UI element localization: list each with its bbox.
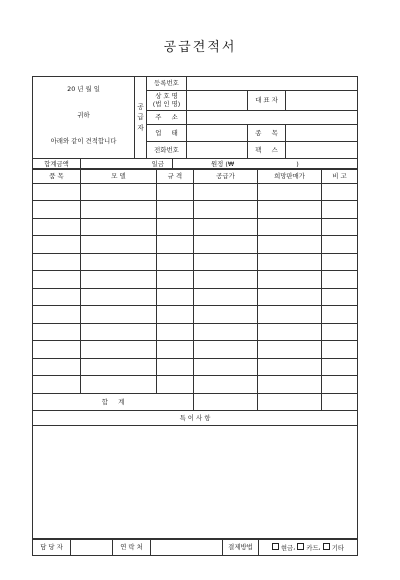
- cell-model[interactable]: [81, 271, 157, 289]
- payment-option-card[interactable]: 카드: [297, 544, 318, 552]
- contact-label: 연 락 처: [113, 539, 151, 555]
- cell-note[interactable]: [322, 323, 358, 341]
- total-amount-label: 합계금액: [33, 159, 81, 169]
- cell-spec[interactable]: [157, 323, 194, 341]
- cell-note[interactable]: [322, 341, 358, 359]
- cell-item[interactable]: [33, 306, 81, 324]
- payment-option-other[interactable]: 기타: [323, 544, 344, 552]
- amount-value-cell[interactable]: [173, 159, 358, 169]
- col-header-supply-price: 공급가: [194, 169, 258, 183]
- cell-model[interactable]: [81, 323, 157, 341]
- cell-retail-price[interactable]: [258, 271, 322, 289]
- recipient-block: [33, 77, 135, 159]
- cell-retail-price[interactable]: [258, 306, 322, 324]
- cell-spec[interactable]: [157, 341, 194, 359]
- col-header-note: 비 고: [322, 169, 358, 183]
- cell-note[interactable]: [322, 183, 358, 201]
- cell-model[interactable]: [81, 218, 157, 236]
- cell-retail-price[interactable]: [258, 376, 322, 394]
- cell-item[interactable]: [33, 218, 81, 236]
- supplier-label: 공 급 자: [135, 77, 147, 159]
- cell-retail-price[interactable]: [258, 288, 322, 306]
- cell-model[interactable]: [81, 236, 157, 254]
- col-header-model: 모 델: [81, 169, 157, 183]
- cell-note[interactable]: [322, 253, 358, 271]
- cell-item[interactable]: [33, 341, 81, 359]
- cell-supply-price[interactable]: [194, 358, 258, 376]
- payment-method-label: 결제방법: [223, 539, 259, 555]
- cell-item[interactable]: [33, 236, 81, 254]
- cell-spec[interactable]: [157, 376, 194, 394]
- cell-model[interactable]: [81, 341, 157, 359]
- cell-model[interactable]: [81, 183, 157, 201]
- date-line: 20 년 월 일: [67, 85, 100, 93]
- cell-retail-price[interactable]: [258, 236, 322, 254]
- contact-value[interactable]: [151, 539, 223, 555]
- cell-item[interactable]: [33, 183, 81, 201]
- table-row: [33, 376, 358, 394]
- cell-spec[interactable]: [157, 358, 194, 376]
- cell-spec[interactable]: [157, 236, 194, 254]
- item-type-value[interactable]: [286, 125, 358, 142]
- items-table: [32, 169, 358, 540]
- table-row: [33, 288, 358, 306]
- col-header-retail-price: 희망판매가: [258, 169, 322, 183]
- cell-item[interactable]: [33, 323, 81, 341]
- cell-model[interactable]: [81, 358, 157, 376]
- table-row: [33, 236, 358, 254]
- table-row: [33, 306, 358, 324]
- cell-note[interactable]: [322, 376, 358, 394]
- cell-note[interactable]: [322, 358, 358, 376]
- cell-item[interactable]: [33, 201, 81, 219]
- cell-model[interactable]: [81, 201, 157, 219]
- total-supply-price[interactable]: [194, 393, 258, 411]
- cell-spec[interactable]: [157, 218, 194, 236]
- table-row: [33, 323, 358, 341]
- table-row: [33, 201, 358, 219]
- amount-table: [32, 158, 358, 169]
- cell-item[interactable]: [33, 288, 81, 306]
- checkbox-icon: [272, 543, 279, 550]
- cell-retail-price[interactable]: [258, 341, 322, 359]
- manager-value[interactable]: [71, 539, 113, 555]
- cell-supply-price[interactable]: [194, 201, 258, 219]
- table-row: [33, 271, 358, 289]
- recipient-suffix: 귀하: [77, 111, 90, 120]
- cell-retail-price[interactable]: [258, 358, 322, 376]
- table-row: [33, 358, 358, 376]
- table-row: [33, 341, 358, 359]
- remarks-area[interactable]: [33, 426, 358, 539]
- payment-option-cash[interactable]: 현금: [272, 544, 293, 552]
- cell-item[interactable]: [33, 253, 81, 271]
- cell-retail-price[interactable]: [258, 253, 322, 271]
- phone-value[interactable]: [187, 142, 248, 159]
- cell-spec[interactable]: [157, 253, 194, 271]
- cell-supply-price[interactable]: [194, 183, 258, 201]
- company-name-label: 상 호 명 (법 인 명): [147, 91, 187, 111]
- cell-item[interactable]: [33, 271, 81, 289]
- cell-note[interactable]: [322, 201, 358, 219]
- cell-spec[interactable]: [157, 306, 194, 324]
- fax-value[interactable]: [286, 142, 358, 159]
- reg-no-value[interactable]: [187, 77, 358, 91]
- ceo-value[interactable]: [286, 91, 358, 111]
- cell-spec[interactable]: [157, 201, 194, 219]
- quotation-form: [32, 76, 357, 556]
- business-type-label: 업 태: [147, 125, 187, 142]
- cell-spec[interactable]: [157, 288, 194, 306]
- cell-note[interactable]: [322, 271, 358, 289]
- cell-item[interactable]: [33, 358, 81, 376]
- payment-options: 현금, 카드, 기타: [259, 539, 358, 555]
- cell-model[interactable]: [81, 306, 157, 324]
- cell-supply-price[interactable]: [194, 341, 258, 359]
- cell-supply-price[interactable]: [194, 306, 258, 324]
- business-type-value[interactable]: [187, 125, 248, 142]
- table-row: [33, 183, 358, 201]
- cell-supply-price[interactable]: [194, 271, 258, 289]
- fax-label: 팩 스: [248, 142, 286, 159]
- phone-label: 전화번호: [147, 142, 187, 159]
- table-row: [33, 253, 358, 271]
- cell-model[interactable]: [81, 288, 157, 306]
- cell-supply-price[interactable]: [194, 288, 258, 306]
- remarks-label: 특 이 사 항: [33, 411, 358, 426]
- total-label: 합 계: [33, 393, 194, 411]
- cell-spec[interactable]: [157, 183, 194, 201]
- cell-supply-price[interactable]: [194, 323, 258, 341]
- col-header-item: 품 목: [33, 169, 81, 183]
- cell-supply-price[interactable]: [194, 236, 258, 254]
- cell-supply-price[interactable]: [194, 253, 258, 271]
- company-name-value[interactable]: [187, 91, 248, 111]
- manager-label: 담 당 자: [33, 539, 71, 555]
- cell-note[interactable]: [322, 306, 358, 324]
- amount-won-label: 일금: [81, 159, 173, 169]
- table-row: [33, 218, 358, 236]
- cell-item[interactable]: [33, 376, 81, 394]
- footer-table: [32, 539, 358, 556]
- items-header-row: [33, 169, 358, 183]
- amount-close-paren: ): [296, 159, 299, 168]
- ceo-label: 대 표 자: [248, 91, 286, 111]
- address-value[interactable]: [187, 111, 358, 125]
- address-label: 주 소: [147, 111, 187, 125]
- cell-supply-price[interactable]: [194, 376, 258, 394]
- total-retail-price[interactable]: [258, 393, 322, 411]
- header-table: [32, 76, 358, 159]
- cell-retail-price[interactable]: [258, 218, 322, 236]
- total-row: [33, 393, 358, 411]
- cell-model[interactable]: [81, 253, 157, 271]
- cell-retail-price[interactable]: [258, 201, 322, 219]
- cell-note[interactable]: [322, 236, 358, 254]
- cell-spec[interactable]: [157, 271, 194, 289]
- checkbox-icon: [323, 543, 330, 550]
- cell-note[interactable]: [322, 218, 358, 236]
- cell-supply-price[interactable]: [194, 218, 258, 236]
- item-type-label: 종 목: [248, 125, 286, 142]
- reg-no-label: 등록번호: [147, 77, 187, 91]
- checkbox-icon: [297, 543, 304, 550]
- page-title: 공급견적서: [163, 40, 237, 55]
- amount-won-suffix: 원정 (₩: [211, 159, 235, 168]
- total-note[interactable]: [322, 393, 358, 411]
- cell-model[interactable]: [81, 376, 157, 394]
- col-header-spec: 규 격: [157, 169, 194, 183]
- quote-statement: 아래와 같이 견적합니다: [50, 136, 117, 145]
- cell-note[interactable]: [322, 288, 358, 306]
- cell-retail-price[interactable]: [258, 323, 322, 341]
- cell-retail-price[interactable]: [258, 183, 322, 201]
